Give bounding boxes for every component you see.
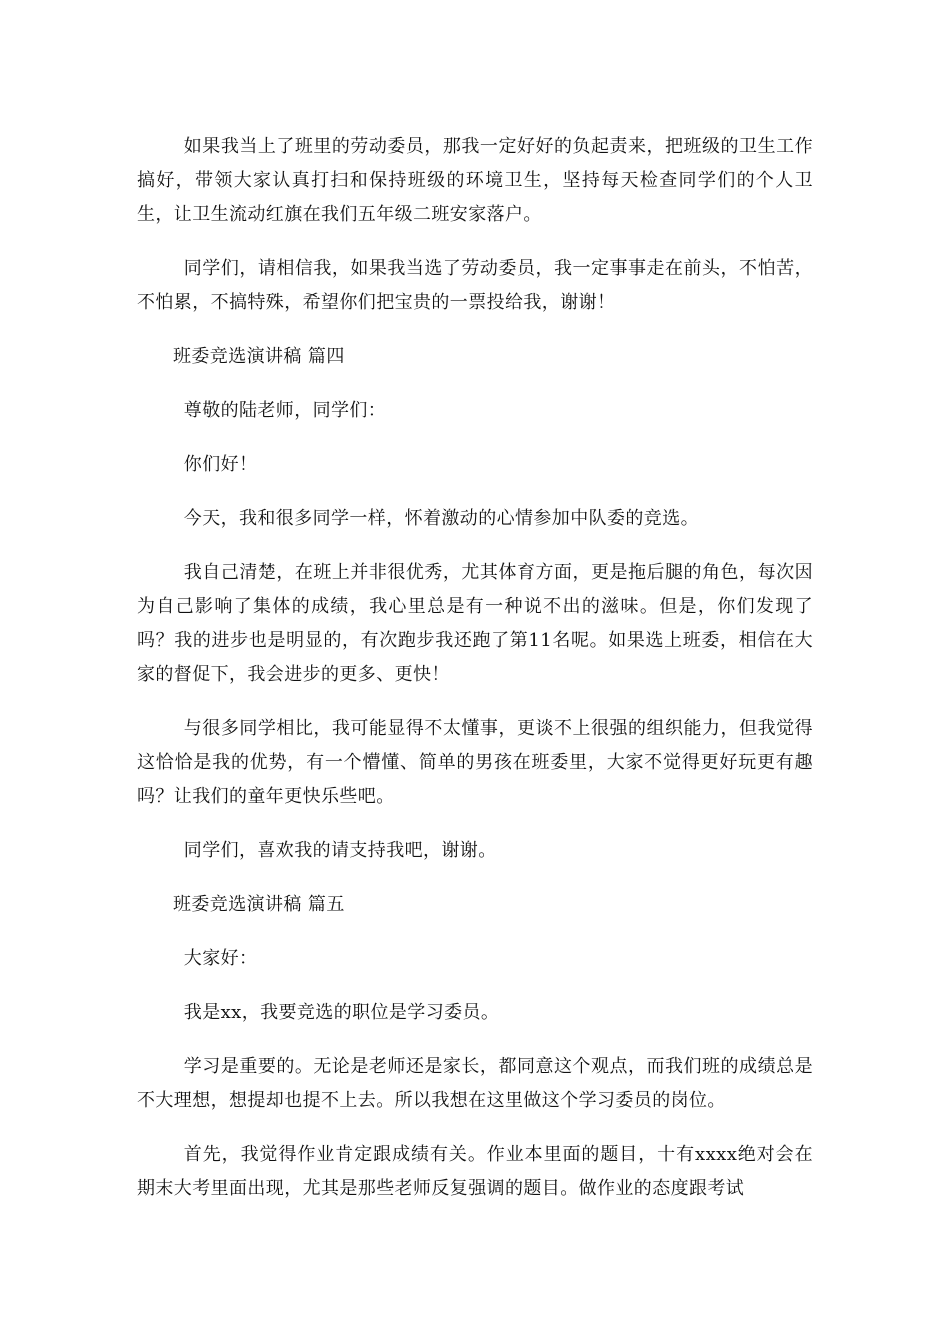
paragraph: 大家好： <box>183 948 258 969</box>
paragraph: 我是xx，我要竞选的职位是学习委员。 <box>183 1002 500 1023</box>
paragraph: 学习是重要的。无论是老师还是家长，都同意这个观点，而我们班的成绩总是不大理想，想提却也提不上去。所以我想在这里做这个学习委员的岗位。 <box>137 1056 813 1111</box>
paragraph: 同学们，喜欢我的请支持我吧，谢谢。 <box>183 840 497 861</box>
paragraph: 与很多同学相比，我可能显得不太懂事，更谈不上很强的组织能力，但我觉得这恰恰是我的优势，有一个懵懂、简单的男孩在班委里，大家不觉得更好玩更有趣吗？让我们的童年更快乐些吧。 <box>137 718 813 807</box>
paragraph: 今天，我和很多同学一样，怀着激动的心情参加中队委的竞选。 <box>183 508 699 529</box>
section-heading: 班委竞选演讲稿 篇四 <box>173 346 345 367</box>
paragraph: 同学们，请相信我，如果我当选了劳动委员，我一定事事走在前头，不怕苦，不怕累，不搞特殊，希望你们把宝贵的一票投给我，谢谢！ <box>137 258 813 313</box>
paragraph: 首先，我觉得作业肯定跟成绩有关。作业本里面的题目，十有xxxx绝对会在期末大考里面出现，尤其是那些老师反复强调的题目。做作业的态度跟考试 <box>137 1144 813 1199</box>
paragraph: 如果我当上了班里的劳动委员，那我一定好好的负起责来，把班级的卫生工作搞好，带领大家认真打扫和保持班级的环境卫生，坚持每天检查同学们的个人卫生，让卫生流动红旗在我们五年级二班安家落户。 <box>137 136 813 225</box>
paragraph: 尊敬的陆老师，同学们： <box>183 400 387 421</box>
document-body <box>137 130 813 1226</box>
section-heading: 班委竞选演讲稿 篇五 <box>173 894 345 915</box>
paragraph: 我自己清楚，在班上并非很优秀，尤其体育方面，更是拖后腿的角色，每次因为自己影响了集体的成绩，我心里总是有一种说不出的滋味。但是，你们发现了吗？我的进步也是明显的，有次跑步我还跑了第11名呢。如果选上班委，相信在大家的督促下，我会进步的更多、更快！ <box>137 562 813 685</box>
paragraph: 你们好！ <box>183 454 258 475</box>
